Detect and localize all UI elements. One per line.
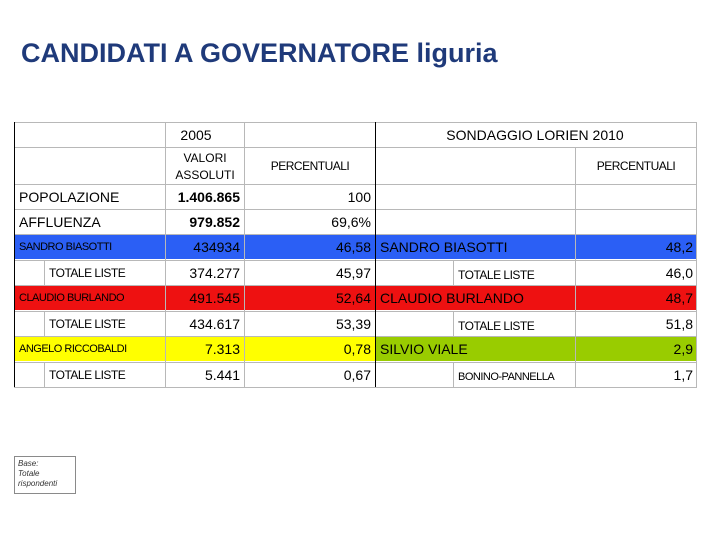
pct-riccobaldi: 0,78 xyxy=(343,341,371,357)
pct2010-biasotti: 48,2 xyxy=(665,239,693,255)
pct-riccobaldi-liste: 0,67 xyxy=(343,367,371,383)
header-sondaggio: SONDAGGIO LORIEN 2010 xyxy=(446,127,624,143)
label2010-bonino-pannella: BONINO-PANNELLA xyxy=(458,370,555,383)
pct-burlando-liste: 53,39 xyxy=(335,316,371,332)
header-2005: 2005 xyxy=(180,127,212,143)
value-riccobaldi: 7.313 xyxy=(204,341,240,357)
pct-popolazione: 100 xyxy=(347,189,371,205)
pct-biasotti: 46,58 xyxy=(335,239,371,255)
header-valori-line2: ASSOLUTI xyxy=(175,167,235,182)
page-title: CANDIDATI A GOVERNATORE liguria xyxy=(21,38,498,68)
value-biasotti: 434934 xyxy=(193,239,240,255)
label2010-burlando-liste: TOTALE LISTE xyxy=(458,319,535,333)
row-label-biasotti: SANDRO BIASOTTI xyxy=(19,240,112,253)
value-affluenza: 979.852 xyxy=(189,214,240,230)
row-label-biasotti-liste: TOTALE LISTE xyxy=(49,266,126,280)
row-label-burlando-liste: TOTALE LISTE xyxy=(49,317,126,331)
pct-affluenza: 69,6% xyxy=(331,214,371,230)
pct-burlando: 52,64 xyxy=(335,290,371,306)
row-label-burlando: CLAUDIO BURLANDO xyxy=(19,291,125,304)
value-popolazione: 1.406.865 xyxy=(177,189,240,205)
label2010-biasotti-liste: TOTALE LISTE xyxy=(458,268,535,282)
pct-biasotti-liste: 45,97 xyxy=(335,265,371,281)
pct2010-burlando: 48,7 xyxy=(665,290,693,306)
row-label-affluenza: AFFLUENZA xyxy=(19,214,101,230)
row-label-riccobaldi-liste: TOTALE LISTE xyxy=(49,368,126,382)
pct2010-bonino-pannella: 1,7 xyxy=(673,367,693,383)
pct2010-biasotti-liste: 46,0 xyxy=(665,265,693,281)
base-note-line2: Totale xyxy=(18,469,40,478)
base-note xyxy=(14,456,76,494)
base-note-line1: Base: xyxy=(18,459,39,468)
pct2010-viale: 2,9 xyxy=(673,341,693,357)
cand2010-burlando: CLAUDIO BURLANDO xyxy=(380,290,524,306)
value-biasotti-liste: 374.277 xyxy=(189,265,240,281)
header-percentuali-2005: PERCENTUALI xyxy=(270,159,350,173)
value-burlando-liste: 434.617 xyxy=(189,316,240,332)
cand2010-biasotti: SANDRO BIASOTTI xyxy=(380,239,508,255)
row-label-riccobaldi: ANGELO RICCOBALDI xyxy=(19,342,127,355)
pct2010-burlando-liste: 51,8 xyxy=(665,316,693,332)
row-label-popolazione: POPOLAZIONE xyxy=(19,189,120,205)
header-percentuali-2010: PERCENTUALI xyxy=(596,159,676,173)
base-note-line3: rispondenti xyxy=(18,479,58,488)
value-burlando: 491.545 xyxy=(189,290,240,306)
header-valori-line1: VALORI xyxy=(183,150,227,165)
cand2010-viale: SILVIO VIALE xyxy=(380,341,468,357)
value-riccobaldi-liste: 5.441 xyxy=(204,367,240,383)
